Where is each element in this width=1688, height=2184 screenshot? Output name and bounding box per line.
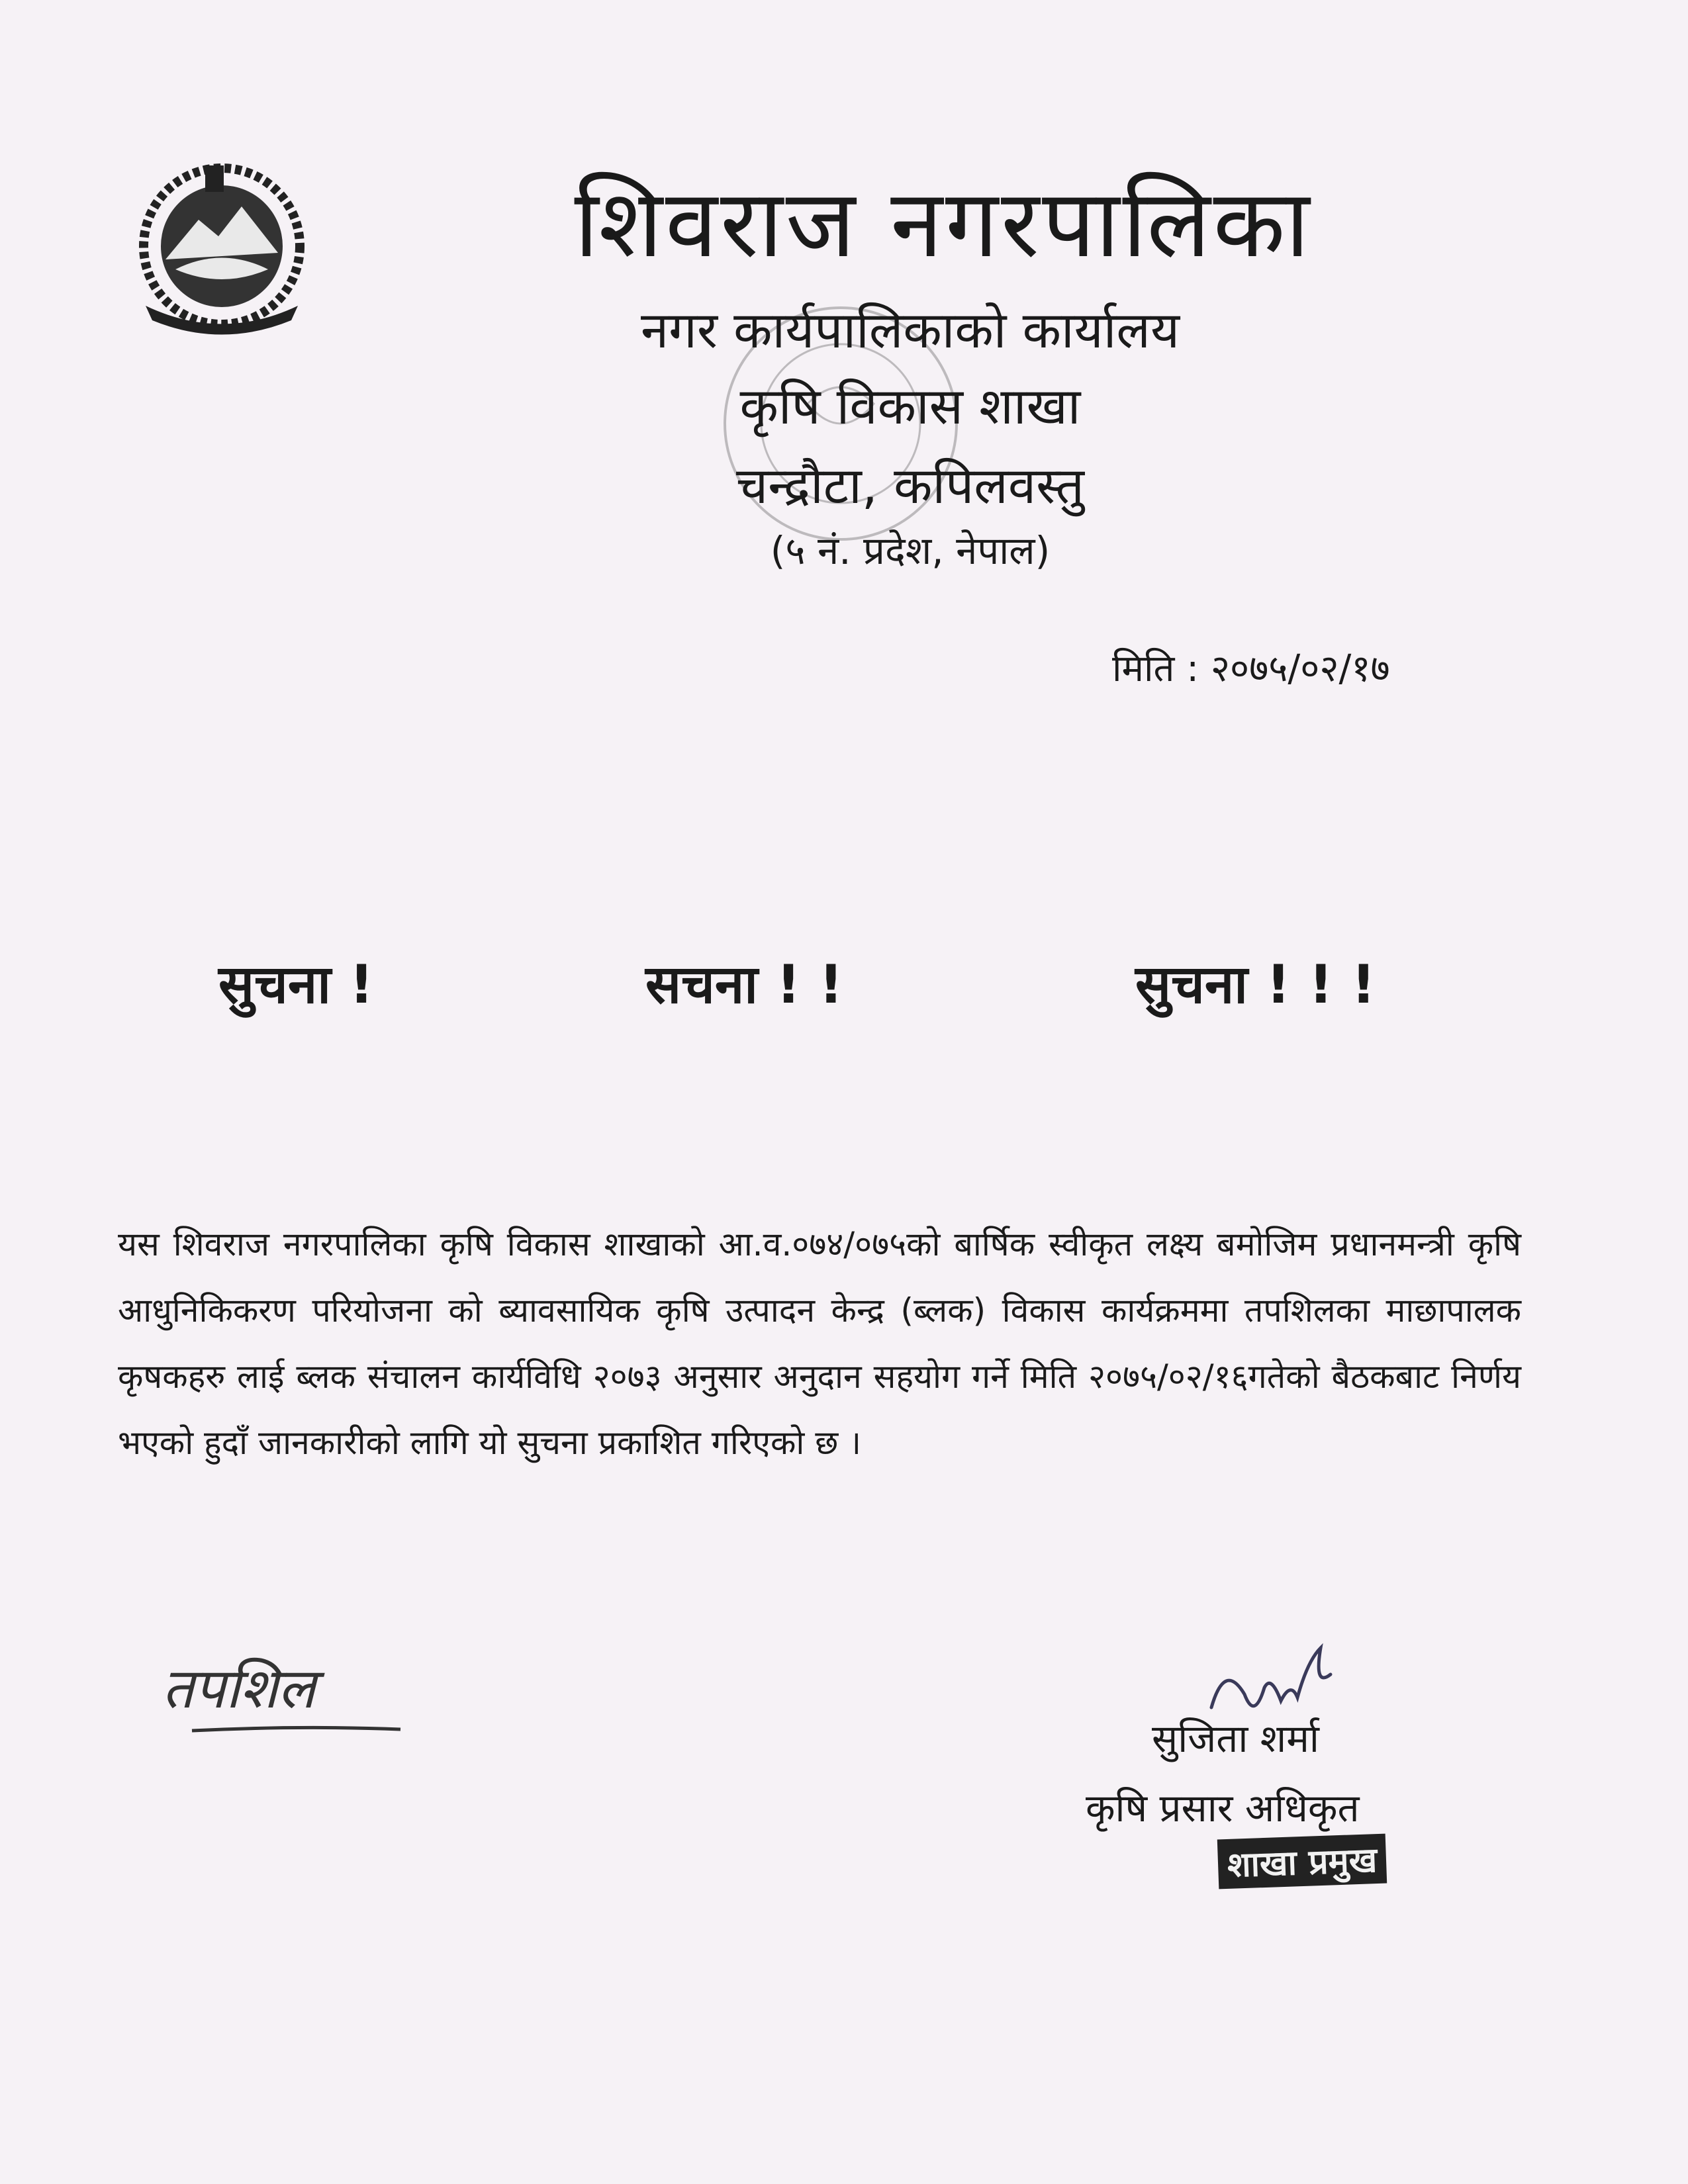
branch-name: कृषि विकास शाखा (739, 377, 1081, 435)
branch-head-stamp: शाखा प्रमुख (1217, 1834, 1387, 1889)
notice-body: यस शिवराज नगरपालिका कृषि विकास शाखाको आ.व.०७४/०७५को बार्षिक स्वीकृत लक्ष्य बमोजिम प्रधानमन्त्री कृषि आधुनिकिकरण परियोजना को ब्यावसायिक कृषि उत्पादन केन्द्र (ब्लक) विकास कार्यक्रममा तपशिलका माछापालक कृषकहरु लाई ब्लक संचालन कार्यविधि २०७३ अनुसार अनुदान सहयोग गर्ने मिति २०७५/०२/१६गतेको बैठकबाट निर्णय भएको हुदाँ जानकारीको लागि यो सुचना प्रकाशित गरिएको छ । (118, 1225, 1521, 1462)
notice-heading-3: सुचना ! ! ! (1135, 954, 1376, 1015)
notice-heading-2: सचना ! ! (645, 954, 843, 1015)
province-line: (५ नं. प्रदेश, नेपाल) (770, 528, 1051, 573)
municipality-title: शिवराज नगरपालिका (574, 169, 1313, 279)
signatory-designation: कृषि प्रसार अधिकृत (1086, 1786, 1360, 1831)
handwritten-enclosure-label (156, 1651, 420, 1751)
office-location: चन्द्रौटा, कपिलवस्तु (736, 456, 1084, 515)
notice-heading-1: सुचना ! (218, 954, 374, 1015)
document-date: मिति : २०७५/०२/१७ (1112, 647, 1390, 690)
office-name: नगर कार्यपालिकाको कार्यालय (640, 300, 1180, 359)
svg-text:तपशिल: तपशिल (162, 1656, 316, 1721)
signatory-name: सुजिता शर्मा (1152, 1716, 1319, 1761)
